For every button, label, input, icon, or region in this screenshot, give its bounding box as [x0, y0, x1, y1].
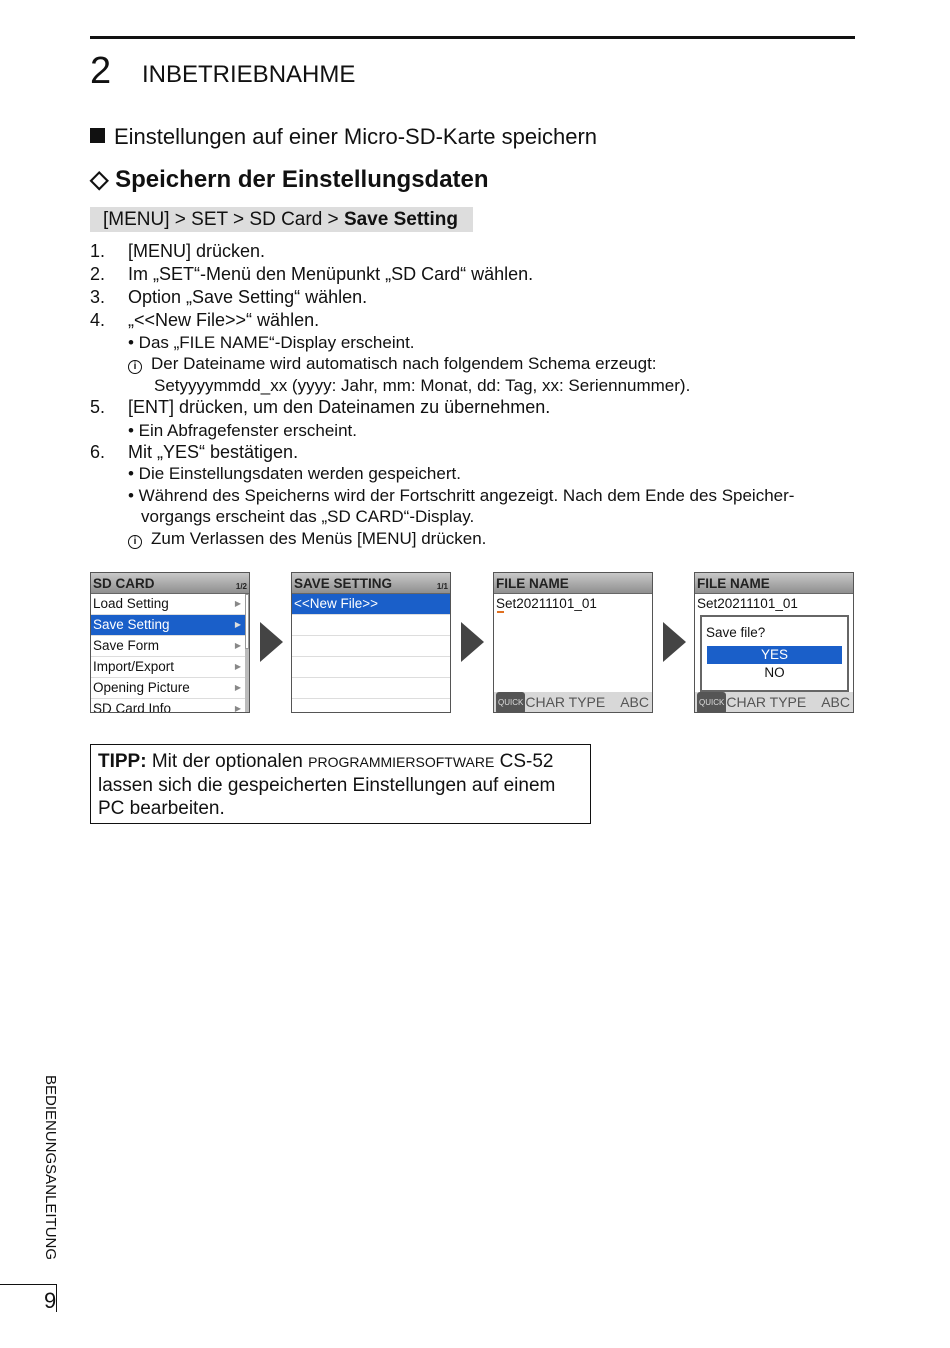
screen-save-confirm	[694, 572, 854, 713]
arrow-right-icon	[461, 622, 484, 662]
step-text: [ENT] drücken, um den Dateinamen zu übernehmen.	[128, 397, 551, 417]
step-number: 6.	[90, 442, 106, 462]
empty-row	[292, 615, 450, 636]
step-number: 5.	[90, 397, 106, 417]
dialog-question: Save file?	[706, 625, 766, 640]
screen-header	[292, 573, 450, 594]
menu-item-selected: <<New File>>	[292, 594, 450, 615]
step-text: Mit „YES“ bestätigen.	[128, 442, 299, 462]
menu-item-label: Import/Export	[93, 659, 175, 674]
arrow-right-icon	[663, 622, 686, 662]
char-type-label: CHAR TYPE	[525, 694, 606, 710]
empty-row	[292, 657, 450, 678]
menu-path-prefix: [MENU] > SET > SD Card >	[103, 209, 344, 230]
step-text: [MENU] drücken.	[128, 241, 266, 261]
menu-item-label: Save Form	[93, 638, 160, 653]
page-number: 9	[44, 1288, 57, 1313]
menu-item-label: Save Setting	[93, 617, 170, 632]
chevron-right-icon: ▶	[234, 704, 241, 713]
confirm-dialog	[700, 615, 849, 692]
file-name-value: Set20211101_01	[496, 596, 597, 611]
chevron-right-icon: ▶	[234, 683, 241, 692]
step-number: 3.	[90, 287, 106, 307]
info-note	[128, 354, 657, 374]
screen-title: SD CARD	[93, 576, 155, 591]
screen-header: FILE NAME	[695, 573, 853, 594]
screen-header	[91, 573, 249, 594]
tip-text: Mit der optionalen	[146, 751, 309, 772]
menu-item	[91, 678, 249, 699]
note: vorgangs erscheint das „SD CARD“-Display.	[141, 507, 475, 526]
screen-save-setting	[291, 572, 451, 713]
menu-item	[91, 636, 249, 657]
menu-item-selected	[91, 615, 249, 636]
note: Setyyyymmdd_xx (yyyy: Jahr, mm: Monat, dd: Tag, xx: Seriennummer).	[154, 376, 691, 395]
screen-file-name	[493, 572, 653, 713]
yes-option: YES	[707, 646, 842, 664]
quick-icon: QUICK	[496, 692, 525, 713]
info-icon: i	[128, 360, 142, 374]
step-text: „<<New File>>“ wählen.	[128, 310, 320, 330]
menu-item-label: SD Card Info	[93, 701, 172, 713]
tip-label: TIPP:	[98, 751, 147, 772]
footer-rule	[0, 1284, 57, 1285]
char-type-label: CHAR TYPE	[726, 694, 807, 710]
empty-row	[292, 636, 450, 657]
menu-item	[91, 657, 249, 678]
page-indicator: 1/1	[436, 582, 448, 591]
step-number: 2.	[90, 264, 106, 284]
tip-box	[90, 744, 591, 824]
note: • Die Einstellungsdaten werden gespeichert.	[128, 464, 461, 483]
scrollbar-thumb	[245, 594, 249, 649]
menu-path-target: Save Setting	[343, 209, 458, 230]
scrollbar	[245, 594, 249, 712]
menu-item-label: Opening Picture	[93, 680, 190, 695]
note-text: Zum Verlassen des Menüs [MENU] drücken.	[151, 529, 487, 548]
no-option: NO	[764, 665, 785, 680]
screen-header: FILE NAME	[494, 573, 652, 594]
side-label: BEDIENUNGSANLEITUNG	[42, 1075, 59, 1261]
square-bullet-icon	[90, 128, 105, 143]
chevron-right-icon: ▶	[234, 599, 241, 608]
menu-item	[91, 699, 249, 713]
page-indicator: 1/2	[235, 582, 247, 591]
cursor	[497, 611, 504, 613]
info-note	[128, 529, 486, 549]
screen-footer	[695, 692, 853, 712]
empty-row	[292, 678, 450, 699]
note: • Ein Abfragefenster erscheint.	[128, 421, 357, 440]
note-text: Der Dateiname wird automatisch nach folgendem Schema erzeugt:	[151, 354, 657, 373]
char-mode: ABC	[821, 694, 850, 710]
screen-title: SAVE SETTING	[294, 576, 393, 591]
note: • Während des Speicherns wird der Fortschritt angezeigt. Nach dem Ende des Speicher-	[128, 486, 795, 505]
step-text: Im „SET“-Menü den Menüpunkt „SD Card“ wählen.	[128, 264, 534, 284]
file-name-value: Set20211101_01	[697, 596, 798, 611]
screen-sd-card	[90, 572, 250, 713]
chapter-number: 2	[90, 50, 112, 92]
step-number: 4.	[90, 310, 106, 330]
section-heading	[90, 124, 597, 150]
chevron-right-icon: ▶	[234, 620, 241, 629]
subsection-heading: ◇ Speichern der Einstellungsdaten	[90, 166, 489, 193]
menu-item	[91, 594, 249, 615]
section-text: Einstellungen auf einer Micro-SD-Karte speichern	[114, 124, 598, 149]
software-name: PROGRAMMIERSOFTWARE	[308, 754, 495, 770]
char-mode: ABC	[620, 694, 649, 710]
quick-icon: QUICK	[697, 692, 726, 713]
header-rule	[90, 36, 855, 39]
menu-item-label: Load Setting	[93, 596, 169, 611]
arrow-right-icon	[260, 622, 283, 662]
step-text: Option „Save Setting“ wählen.	[128, 287, 368, 307]
note: • Das „FILE NAME“-Display erscheint.	[128, 333, 415, 352]
screen-footer	[494, 692, 652, 712]
menu-path	[90, 207, 473, 232]
info-icon: i	[128, 535, 142, 549]
chapter-title: INBETRIEBNAHME	[142, 61, 356, 88]
chevron-right-icon: ▶	[234, 641, 241, 650]
step-number: 1.	[90, 241, 106, 261]
tip-text: CS-52 lassen sich die gespeicherten Einstellungen auf einem PC bearbeiten.	[98, 751, 556, 819]
chevron-right-icon: ▶	[234, 662, 241, 671]
